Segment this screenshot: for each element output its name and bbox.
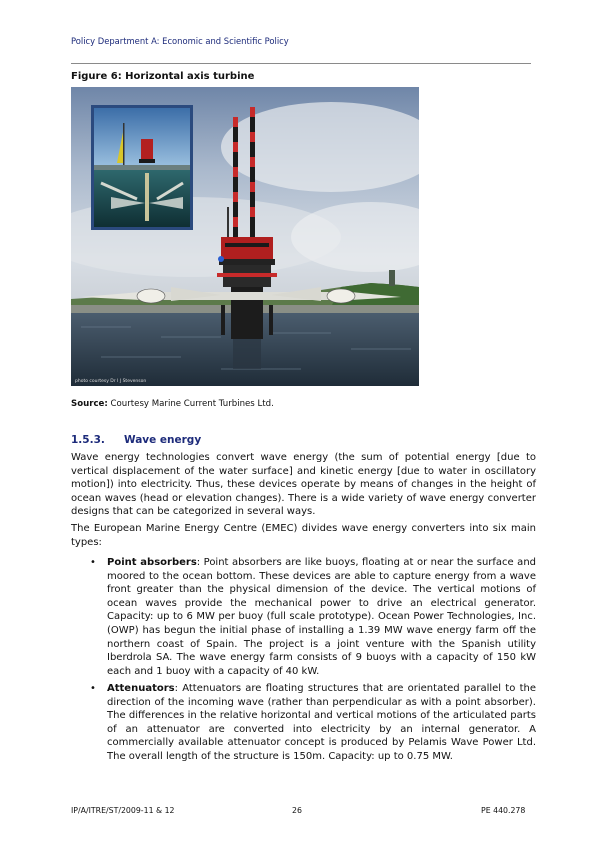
turbine-photo	[71, 87, 419, 386]
list-item	[90, 556, 536, 678]
list-item-term: Attenuators	[107, 683, 175, 694]
section-heading	[71, 434, 201, 446]
bullet-icon: •	[90, 683, 96, 694]
list-item	[90, 682, 536, 764]
bullet-icon: •	[90, 557, 96, 568]
source-label: Source:	[71, 399, 108, 409]
footer-pe-number: PE 440.278	[481, 806, 526, 815]
source-text: Courtesy Marine Current Turbines Ltd.	[107, 399, 274, 409]
page-number: 26	[292, 806, 302, 815]
running-header: Policy Department A: Economic and Scientific Policy	[71, 36, 289, 46]
section-title: Wave energy	[124, 434, 202, 446]
list-item-text: : Point absorbers are like buoys, floating at or near the surface and moored to the ocean bottom. These devices are able to capture energy from a wave front greater than the physical dimension of the device. The vertical motions of ocean waves provide the mechanical power to drive an electrical generator. Capacity: up to 6 MW per buoy (full scale prototype). Ocean Power Technologies, Inc. (OWP) has begun the initial phase of installing a 1.39 MW wave energy farm off the northern coast of Spain. The project is a joint venture with the Spanish utility Iberdrola SA. The wave energy farm consists of 9 buoys with a capacity of 150 kW each and 1 buoy with a capacity of 40 kW.	[107, 557, 536, 677]
paragraph: The European Marine Energy Centre (EMEC) divides wave energy converters into six main types:	[71, 523, 536, 548]
section-number: 1.5.3.	[71, 434, 105, 446]
list-item-term: Point absorbers	[107, 557, 197, 568]
header-divider	[71, 63, 531, 64]
figure-title: Figure 6: Horizontal axis turbine	[71, 71, 255, 82]
photo-credit: photo courtesy Dr I J Stevenson	[75, 379, 147, 384]
footer-reference: IP/A/ITRE/ST/2009-11 & 12	[71, 806, 175, 815]
figure-source	[71, 399, 274, 409]
list-item-text: : Attenuators are floating structures that are orientated parallel to the direction of the incoming wave (rather than perpendicular as with a point absorber). The differences in the relative horizontal and vertical motions of the articulated parts of an attenuator are converted into electricity by an internal generator. A commercially available attenuator concept is produced by Pelamis Wave Power Ltd. The overall length of the structure is 150m. Capacity: up to 0.75 MW.	[107, 683, 536, 762]
paragraph: Wave energy technologies convert wave energy (the sum of potential energy [due to vertical displacement of the water surface] and kinetic energy [due to water in oscillatory motion]) into electricity. Thus, these devices operate by means of changes in the height of ocean waves (head or elevation changes). There is a wide variety of wave energy converter designs that can be categorized in several ways.	[71, 452, 536, 518]
